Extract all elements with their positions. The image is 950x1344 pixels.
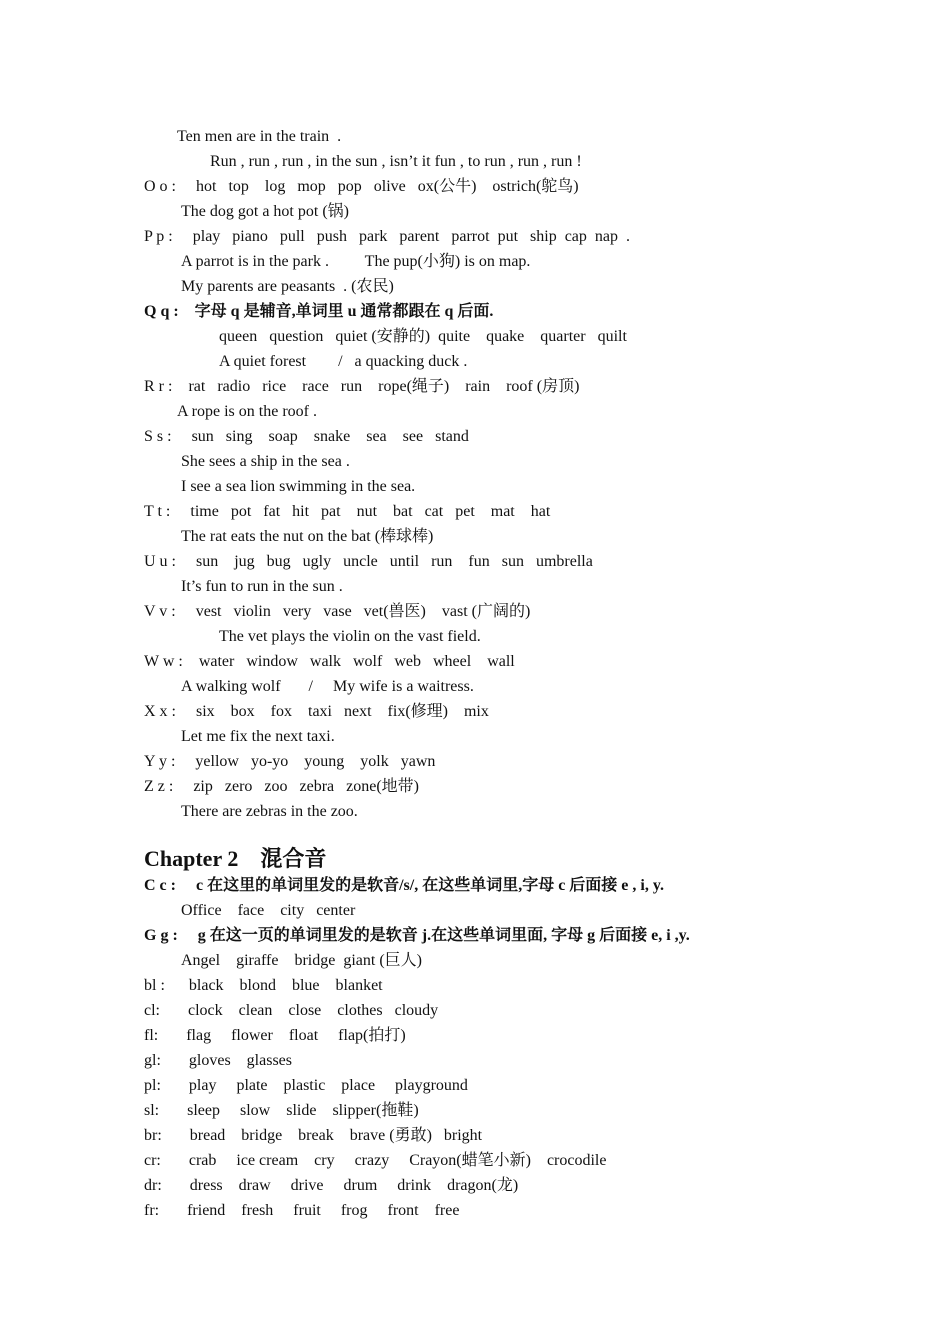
letter-row-r: R r : rat radio rice race run rope(绳子) rain roof (房顶): [144, 378, 580, 395]
soft-c-note: C c : c 在这里的单词里发的是软音/s/, 在这些单词里,字母 c 后面接 e , i, y.: [144, 877, 664, 894]
blend-row-pl: pl: play plate plastic place playground: [144, 1077, 468, 1094]
letter-row-v: V v : vest violin very vase vet(兽医) vast (广阔的): [144, 603, 531, 620]
letter-row-y: Y y : yellow yo-yo young yolk yawn: [144, 753, 436, 770]
sentence-line: Let me fix the next taxi.: [181, 728, 335, 745]
sentence-line: The rat eats the nut on the bat (棒球棒): [181, 528, 434, 545]
blend-row-bl: bl : black blond blue blanket: [144, 977, 383, 994]
word-list-line: queen question quiet (安静的) quite quake quarter quilt: [219, 328, 627, 345]
letter-row-u: U u : sun jug bug ugly uncle until run fun sun umbrella: [144, 553, 593, 570]
sentence-line: A walking wolf / My wife is a waitress.: [181, 678, 474, 695]
soft-g-note: G g : g 在这一页的单词里发的是软音 j.在这些单词里面, 字母 g 后面接 e, i ,y.: [144, 927, 690, 944]
sentence-line: Run , run , run , in the sun , isn’t it fun , to run , run , run !: [210, 153, 582, 170]
sentence-line: The vet plays the violin on the vast field.: [219, 628, 481, 645]
word-list-line: Angel giraffe bridge giant (巨人): [181, 952, 422, 969]
sentence-line: A quiet forest / a quacking duck .: [219, 353, 468, 370]
word-list-line: Office face city center: [181, 902, 356, 919]
letter-row-t: T t : time pot fat hit pat nut bat cat pet mat hat: [144, 503, 551, 520]
blend-row-cr: cr: crab ice cream cry crazy Crayon(蜡笔小新) crocodile: [144, 1152, 607, 1169]
blend-row-br: br: bread bridge break brave (勇敢) bright: [144, 1127, 483, 1144]
sentence-line: She sees a ship in the sea .: [181, 453, 350, 470]
letter-row-x: X x : six box fox taxi next fix(修理) mix: [144, 703, 489, 720]
letter-row-p: P p : play piano pull push park parent parrot put ship cap nap .: [144, 228, 630, 245]
blend-row-dr: dr: dress draw drive drum drink dragon(龙): [144, 1177, 519, 1194]
blend-row-gl: gl: gloves glasses: [144, 1052, 292, 1069]
sentence-line: There are zebras in the zoo.: [181, 803, 358, 820]
blend-row-cl: cl: clock clean close clothes cloudy: [144, 1002, 439, 1019]
letter-row-w: W w : water window walk wolf web wheel wall: [144, 653, 515, 670]
sentence-line: A rope is on the roof .: [177, 403, 317, 420]
letter-row-s: S s : sun sing soap snake sea see stand: [144, 428, 469, 445]
blend-row-sl: sl: sleep slow slide slipper(拖鞋): [144, 1102, 419, 1119]
blend-row-fr: fr: friend fresh fruit frog front free: [144, 1202, 460, 1219]
sentence-line: The dog got a hot pot (锅): [181, 203, 349, 220]
sentence-line: Ten men are in the train .: [177, 128, 342, 145]
sentence-line: My parents are peasants . (农民): [181, 278, 394, 295]
letter-row-q-note: Q q : 字母 q 是辅音,单词里 u 通常都跟在 q 后面.: [144, 303, 494, 320]
sentence-line: It’s fun to run in the sun .: [181, 578, 343, 595]
blend-row-fl: fl: flag flower float flap(拍打): [144, 1027, 406, 1044]
letter-row-z: Z z : zip zero zoo zebra zone(地带): [144, 778, 419, 795]
letter-row-o: O o : hot top log mop pop olive ox(公牛) ostrich(鸵鸟): [144, 178, 579, 195]
chapter-heading: Chapter 2 混合音: [144, 846, 327, 871]
sentence-line: A parrot is in the park . The pup(小狗) is on map.: [181, 253, 531, 270]
sentence-line: I see a sea lion swimming in the sea.: [181, 478, 416, 495]
